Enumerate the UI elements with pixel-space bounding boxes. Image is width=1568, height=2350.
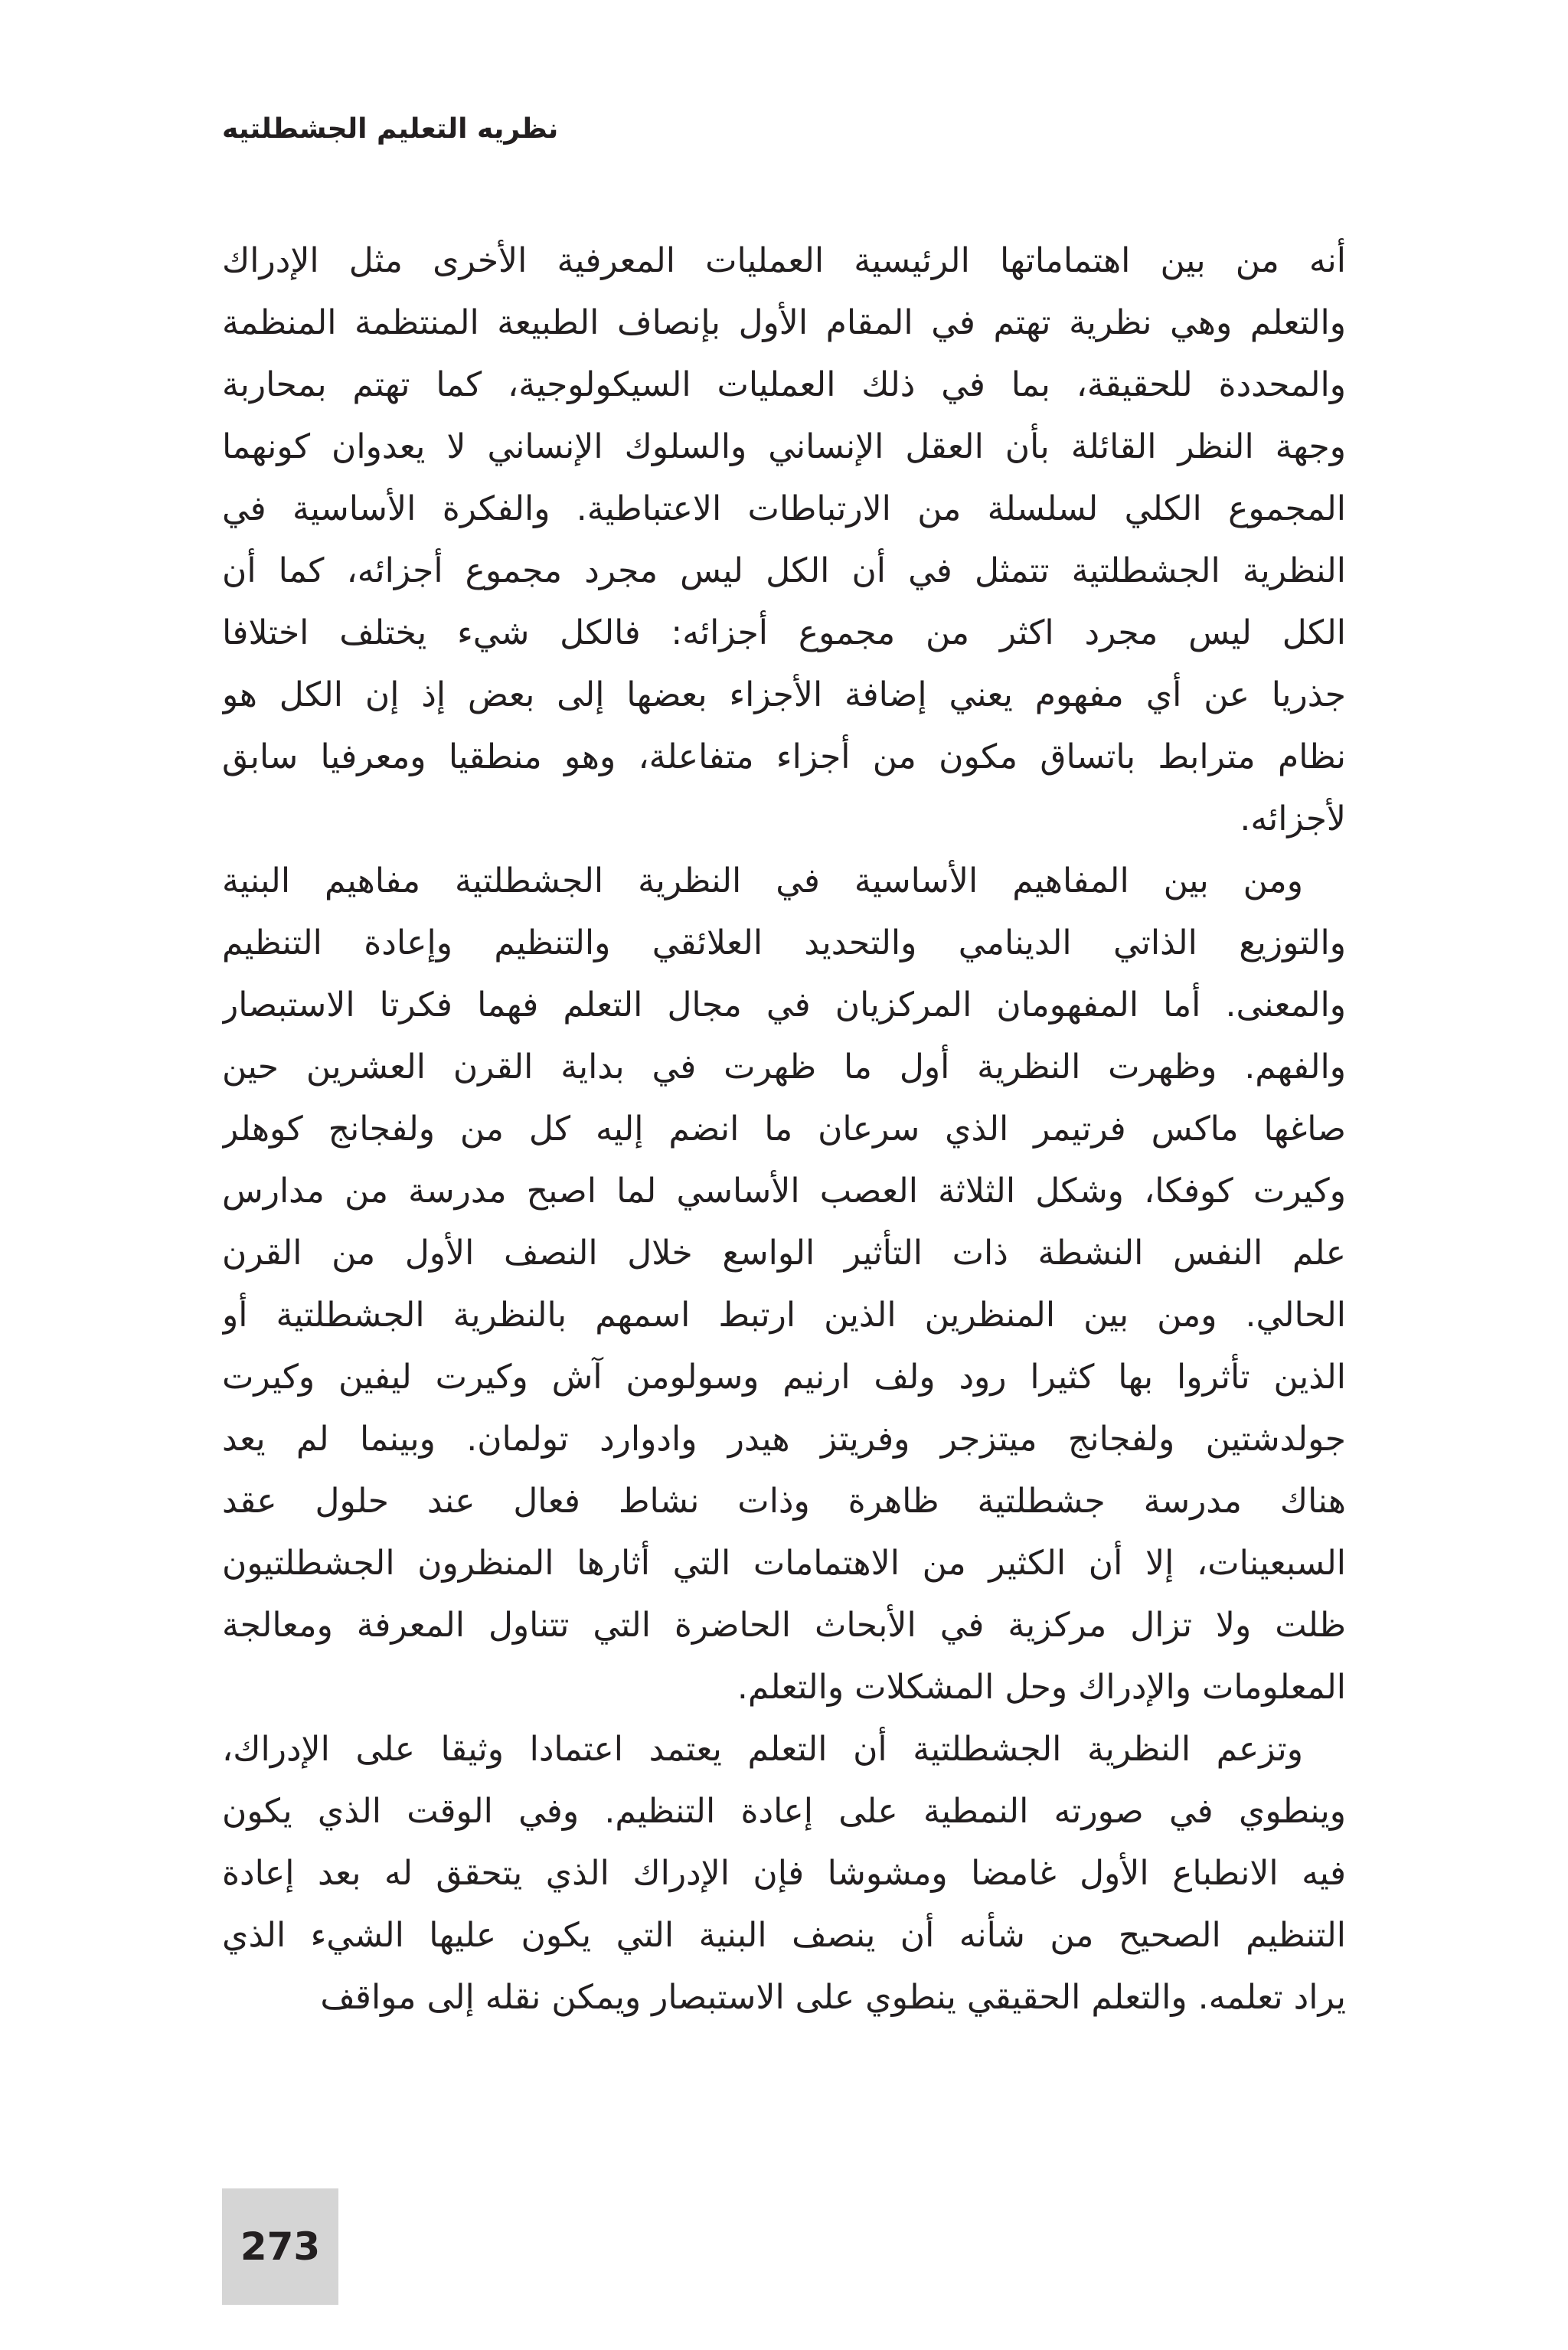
text-line: يراد تعلمه. والتعلم الحقيقي ينطوي على الاستبصار ويمكن نقله إلى مواقف [320, 1978, 1346, 2017]
text-line: الذين تأثروا بها كثيرا رود ولف ارنيم وسولومن آش وكيرت ليفين وكيرت [222, 1358, 1346, 1397]
text-line: فيه الانطباع الأول غامضا ومشوشا فإن الإدراك الذي يتحقق له بعد إعادة [222, 1854, 1346, 1893]
body-text [222, 230, 1346, 2028]
text-line: والمعنى. أما المفهومان المركزيان في مجال التعلم فهما فكرتا الاستبصار [222, 985, 1346, 1025]
text-line: والتعلم وهي نظرية تهتم في المقام الأول بإنصاف الطبيعة المنتظمة المنظمة [222, 303, 1346, 342]
text-line: صاغها ماكس فرتيمر الذي سرعان ما انضم إليه كل من ولفجانج كوهلر [222, 1110, 1346, 1149]
text-line: أنه من بين اهتماماتها الرئيسية العمليات المعرفية الأخرى مثل الإدراك [222, 241, 1346, 280]
text-line: وتزعم النظرية الجشطلتية أن التعلم يعتمد اعتمادا وثيقا على الإدراك، [222, 1730, 1303, 1769]
text-line: جولدشتين ولفجانج ميتزجر وفريتز هيدر وادوارد تولمان. وبينما لم يعد [222, 1420, 1346, 1459]
text-line: وينطوي في صورته النمطية على إعادة التنظيم. وفي الوقت الذي يكون [222, 1792, 1346, 1831]
text-line: والمحددة للحقيقة، بما في ذلك العمليات السيكولوجية، كما تهتم بمحاربة [222, 365, 1346, 404]
text-line: المعلومات والإدراك وحل المشكلات والتعلم. [737, 1668, 1346, 1707]
text-line: ظلت ولا تزال مركزية في الأبحاث الحاضرة التي تتناول المعرفة ومعالجة [222, 1606, 1346, 1645]
text-line: وجهة النظر القائلة بأن العقل الإنساني والسلوك الإنساني لا يعدوان كونهما [222, 427, 1346, 466]
paragraph [222, 1718, 1346, 2028]
text-line: والفهم. وظهرت النظرية أول ما ظهرت في بداية القرن العشرين حين [222, 1048, 1346, 1087]
text-line: الكل ليس مجرد اكثر من مجموع أجزائه: فالكل شيء يختلف اختلافا [222, 613, 1346, 652]
text-line: علم النفس النشطة ذات التأثير الواسع خلال النصف الأول من القرن [222, 1234, 1346, 1273]
page-number: 273 [222, 2188, 338, 2305]
text-line: التنظيم الصحيح من شأنه أن ينصف البنية التي يكون عليها الشيء الذي [222, 1916, 1346, 1955]
paragraph [222, 850, 1346, 1718]
text-line: الحالي. ومن بين المنظرين الذين ارتبط اسمهم بالنظرية الجشطلتية أو [222, 1296, 1346, 1335]
text-line: السبعينات، إلا أن الكثير من الاهتمامات التي أثارها المنظرون الجشطلتيون [222, 1544, 1346, 1583]
text-line: جذريا عن أي مفهوم يعني إضافة الأجزاء بعضها إلى بعض إذ إن الكل هو [222, 675, 1346, 714]
text-line: هناك مدرسة جشطلتية ظاهرة وذات نشاط فعال عند حلول عقد [222, 1482, 1346, 1521]
text-line: ومن بين المفاهيم الأساسية في النظرية الجشطلتية مفاهيم البنية [222, 861, 1303, 900]
running-head: نظريه التعليم الجشطلتيه [222, 113, 559, 145]
paragraph [222, 230, 1346, 850]
text-line: لأجزائه. [1240, 799, 1346, 838]
text-line: والتوزيع الذاتي الدينامي والتحديد العلائقي والتنظيم وإعادة التنظيم [222, 923, 1346, 963]
text-line: نظام مترابط باتساق مكون من أجزاء متفاعلة، وهو منطقيا ومعرفيا سابق [222, 737, 1346, 776]
text-line: المجموع الكلي لسلسلة من الارتباطات الاعتباطية. والفكرة الأساسية في [222, 489, 1346, 528]
text-line: النظرية الجشطلتية تتمثل في أن الكل ليس مجرد مجموع أجزائه، كما أن [222, 551, 1346, 590]
text-line: وكيرت كوفكا، وشكل الثلاثة العصب الأساسي لما اصبح مدرسة من مدارس [222, 1172, 1346, 1211]
